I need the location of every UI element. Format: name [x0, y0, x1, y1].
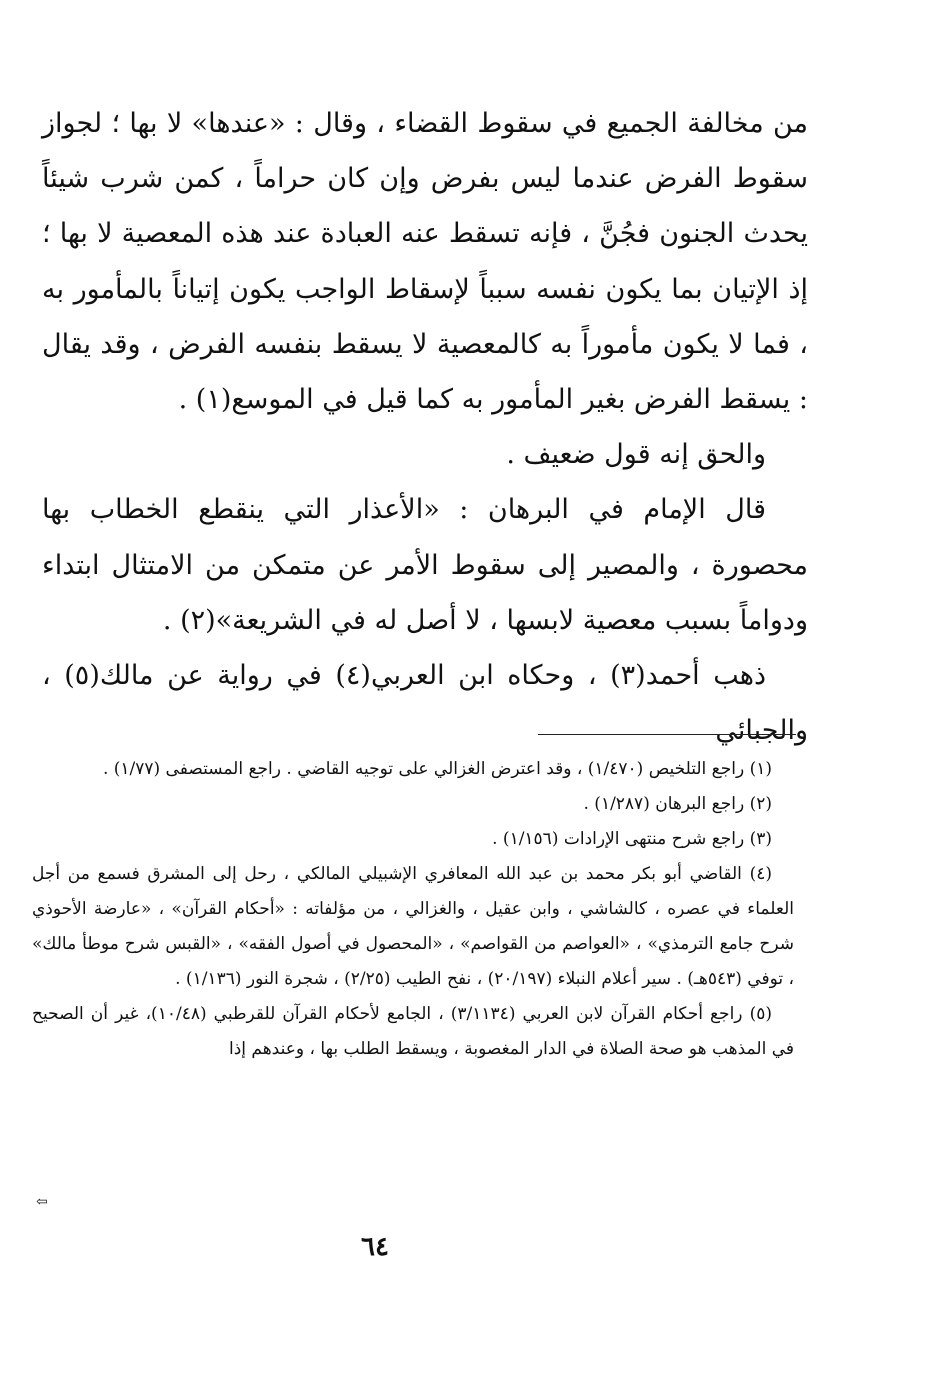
footnote-4: (٤) القاضي أبو بكر محمد بن عبد الله المعافري الإشبيلي المالكي ، رحل إلى المشرق فسمع من أجل العلماء في عصره ، كالشاشي ، وابن عقيل ، والغزالي ، من مؤلفاته : «أحكام القرآن» ، «عارضة الأحوذي شرح جامع الترمذي» ، «العواصم من القواصم» ، «المحصول في أصول الفقه» ، «القبس شرح موطأ مالك» ، توفي (٥٤٣هـ) . سير أعلام النبلاء (٢٠/١٩٧) ، نفح الطيب (٢/٢٥) ، شجرة النور (١/١٣٦) .: [32, 864, 794, 989]
paragraph-3: قال الإمام في البرهان : «الأعذار التي ينقطع الخطاب بها محصورة ، والمصير إلى سقوط الأمر عن متمكن من الامتثال ابتداء ودواماً بسبب معصية لابسها ، لا أصل له في الشريعة»(٢) .: [42, 494, 808, 636]
footnote-5: (٥) راجع أحكام القرآن لابن العربي (٣/١١٣٤) ، الجامع لأحكام القرآن للقرطبي (١٠/٤٨)، غير أن الصحيح في المذهب هو صحة الصلاة في الدار المغصوبة ، ويسقط الطلب بها ، وعندهم إذا: [32, 1004, 794, 1059]
footnote-1: (١) راجع التلخيص (١/٤٧٠) ، وقد اعترض الغزالي على توجيه القاضي . راجع المستصفى (١/٧٧) .: [102, 759, 772, 779]
footnote-3: (٣) راجع شرح منتهى الإرادات (١/١٥٦) .: [492, 829, 772, 849]
main-text: [42, 96, 808, 758]
footnote-2: (٢) راجع البرهان (١/٢٨٧) .: [583, 794, 772, 814]
continuation-arrow-icon: ⇦: [36, 1194, 48, 1210]
paragraph-4: ذهب أحمد(٣) ، وحكاه ابن العربي(٤) في رواية عن مالك(٥) ، والجبائي: [42, 660, 808, 747]
paragraph-2: والحق إنه قول ضعيف .: [506, 439, 766, 471]
paragraph-1: من مخالفة الجميع في سقوط القضاء ، وقال : «عندها» لا بها ؛ لجواز سقوط الفرض عندما ليس بفرض وإن كان حراماً ، كمن شرب شيئاً يحدث الجنون فجُنَّ ، فإنه تسقط عنه العبادة عند هذه المعصية لا بها ؛ إذ الإتيان بما يكون نفسه سبباً لإسقاط الواجب يكون إتياناً بالمأمور به ، فما لا يكون مأموراً به كالمعصية لا يسقط بنفسه الفرض ، وقد يقال : يسقط الفرض بغير المأمور به كما قيل في الموسع(١) .: [42, 108, 808, 416]
page-number: ٦٤: [361, 1232, 389, 1262]
footnotes: [32, 752, 794, 1067]
footnote-separator: [538, 734, 796, 735]
